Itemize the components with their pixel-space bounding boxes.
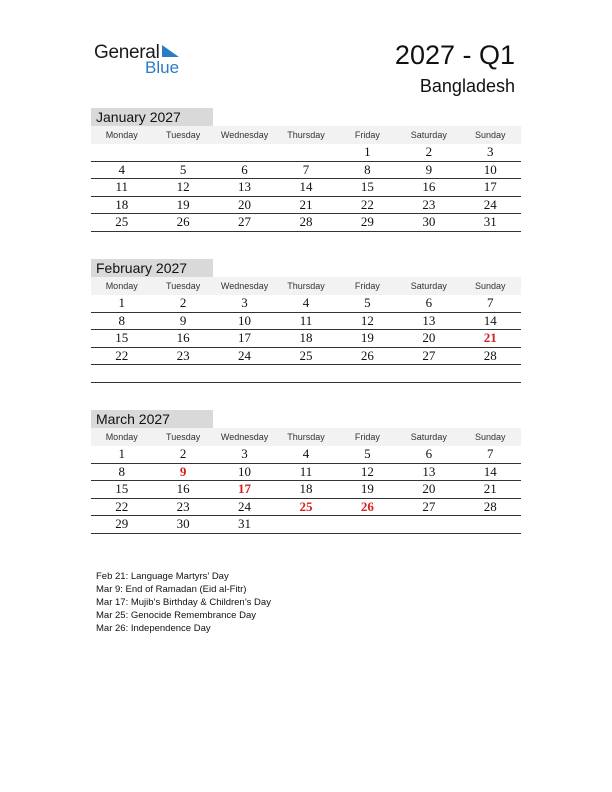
day-cell [275,516,336,534]
logo-blue-text: Blue [145,58,180,77]
day-cell: 1 [91,446,152,463]
weekday-header: Sunday [460,126,521,144]
month-title: January 2027 [91,108,213,126]
day-cell: 5 [152,161,213,179]
day-cell: 19 [337,330,398,348]
day-cell: 2 [152,295,213,312]
day-cell: 4 [275,295,336,312]
day-cell: 21 [460,481,521,499]
weekday-header: Thursday [275,277,336,295]
day-cell: 17 [214,330,275,348]
day-cell [398,516,459,534]
day-cell: 21 [460,330,521,348]
weekday-header: Sunday [460,277,521,295]
weekday-header: Wednesday [214,428,275,446]
day-cell: 22 [337,196,398,214]
day-cell: 12 [152,179,213,197]
day-cell: 6 [214,161,275,179]
day-cell: 20 [214,196,275,214]
weekday-header: Saturday [398,277,459,295]
day-cell: 14 [460,463,521,481]
day-cell: 27 [214,214,275,232]
day-cell: 3 [214,295,275,312]
day-cell: 15 [91,330,152,348]
day-cell: 12 [337,463,398,481]
week-row [91,365,521,383]
day-cell: 6 [398,295,459,312]
day-cell: 10 [214,463,275,481]
day-cell: 18 [275,481,336,499]
day-cell [91,144,152,161]
day-cell: 12 [337,312,398,330]
day-cell: 13 [398,463,459,481]
weekday-header: Friday [337,277,398,295]
day-cell: 22 [91,347,152,365]
country-name: Bangladesh [419,76,515,96]
day-cell: 26 [152,214,213,232]
week-row [91,196,521,214]
holiday-notes [96,570,271,635]
day-cell: 20 [398,481,459,499]
day-cell: 5 [337,446,398,463]
day-cell: 9 [398,161,459,179]
week-row [91,214,521,232]
week-row [91,347,521,365]
day-cell: 23 [152,498,213,516]
day-cell [275,144,336,161]
day-cell [91,365,152,383]
day-cell: 27 [398,498,459,516]
day-cell: 2 [152,446,213,463]
day-cell: 16 [152,481,213,499]
day-cell: 8 [337,161,398,179]
day-cell: 27 [398,347,459,365]
day-cell: 19 [337,481,398,499]
week-row [91,312,521,330]
day-cell: 14 [275,179,336,197]
week-row [91,144,521,161]
day-cell [152,144,213,161]
weekday-header: Sunday [460,428,521,446]
day-cell: 15 [91,481,152,499]
day-cell: 31 [214,516,275,534]
weekday-header: Monday [91,277,152,295]
month-block-february [91,259,521,383]
weekday-header: Thursday [275,126,336,144]
day-cell [460,516,521,534]
month-block-january [91,108,521,232]
week-row [91,498,521,516]
day-cell: 17 [460,179,521,197]
logo [94,42,194,78]
day-cell: 11 [91,179,152,197]
day-cell: 5 [337,295,398,312]
week-row [91,463,521,481]
day-cell: 13 [214,179,275,197]
holiday-note: Feb 21: Language Martyrs’ Day [96,571,229,582]
day-cell: 14 [460,312,521,330]
logo-general-text: General [94,42,160,63]
day-cell: 8 [91,463,152,481]
weekday-header: Saturday [398,428,459,446]
day-cell: 8 [91,312,152,330]
day-cell: 28 [460,347,521,365]
day-cell [398,365,459,383]
day-cell: 30 [398,214,459,232]
week-row [91,179,521,197]
weekday-header: Tuesday [152,126,213,144]
day-cell: 6 [398,446,459,463]
day-cell: 15 [337,179,398,197]
day-cell: 7 [275,161,336,179]
day-cell: 3 [460,144,521,161]
day-cell: 1 [91,295,152,312]
weekday-header: Tuesday [152,428,213,446]
day-cell: 24 [214,498,275,516]
month-title: March 2027 [91,410,213,428]
week-row [91,330,521,348]
day-cell: 31 [460,214,521,232]
week-row [91,481,521,499]
weekday-header: Monday [91,428,152,446]
weekday-header: Wednesday [214,277,275,295]
day-cell: 1 [337,144,398,161]
day-cell: 23 [398,196,459,214]
day-cell: 24 [214,347,275,365]
day-cell: 25 [275,347,336,365]
day-cell: 4 [91,161,152,179]
day-cell: 20 [398,330,459,348]
week-row [91,446,521,463]
day-cell: 19 [152,196,213,214]
day-cell: 26 [337,498,398,516]
holiday-note: Mar 26: Independence Day [96,623,211,634]
day-cell: 2 [398,144,459,161]
weekday-header: Saturday [398,126,459,144]
day-cell: 18 [91,196,152,214]
calendar-table [91,428,521,534]
day-cell [275,365,336,383]
weekday-header: Friday [337,428,398,446]
day-cell: 24 [460,196,521,214]
day-cell [337,365,398,383]
day-cell: 4 [275,446,336,463]
weekday-header: Friday [337,126,398,144]
day-cell: 28 [275,214,336,232]
day-cell: 22 [91,498,152,516]
day-cell: 11 [275,312,336,330]
day-cell: 10 [460,161,521,179]
day-cell: 9 [152,463,213,481]
day-cell: 16 [152,330,213,348]
day-cell: 16 [398,179,459,197]
holiday-note: Mar 9: End of Ramadan (Eid al-Fitr) [96,584,247,595]
day-cell: 18 [275,330,336,348]
day-cell: 7 [460,295,521,312]
logo-triangle-icon [160,44,180,58]
day-cell: 10 [214,312,275,330]
holiday-note: Mar 25: Genocide Remembrance Day [96,610,256,621]
day-cell: 29 [337,214,398,232]
day-cell [337,516,398,534]
weekday-header: Tuesday [152,277,213,295]
calendar-table [91,126,521,232]
day-cell: 11 [275,463,336,481]
day-cell: 28 [460,498,521,516]
day-cell [460,365,521,383]
day-cell: 3 [214,446,275,463]
holiday-note: Mar 17: Mujib’s Birthday & Children’s Day [96,597,271,608]
calendar-table [91,277,521,383]
day-cell [214,144,275,161]
day-cell: 7 [460,446,521,463]
weekday-header: Wednesday [214,126,275,144]
day-cell: 17 [214,481,275,499]
week-row [91,516,521,534]
day-cell [214,365,275,383]
weekday-header: Thursday [275,428,336,446]
page-title: 2027 - Q1 [394,40,515,70]
day-cell: 23 [152,347,213,365]
day-cell: 25 [91,214,152,232]
day-cell [152,365,213,383]
day-cell: 21 [275,196,336,214]
week-row [91,161,521,179]
day-cell: 30 [152,516,213,534]
day-cell: 9 [152,312,213,330]
day-cell: 13 [398,312,459,330]
week-row [91,295,521,312]
month-block-march [91,410,521,534]
day-cell: 26 [337,347,398,365]
day-cell: 25 [275,498,336,516]
month-title: February 2027 [91,259,213,277]
day-cell: 29 [91,516,152,534]
weekday-header: Monday [91,126,152,144]
